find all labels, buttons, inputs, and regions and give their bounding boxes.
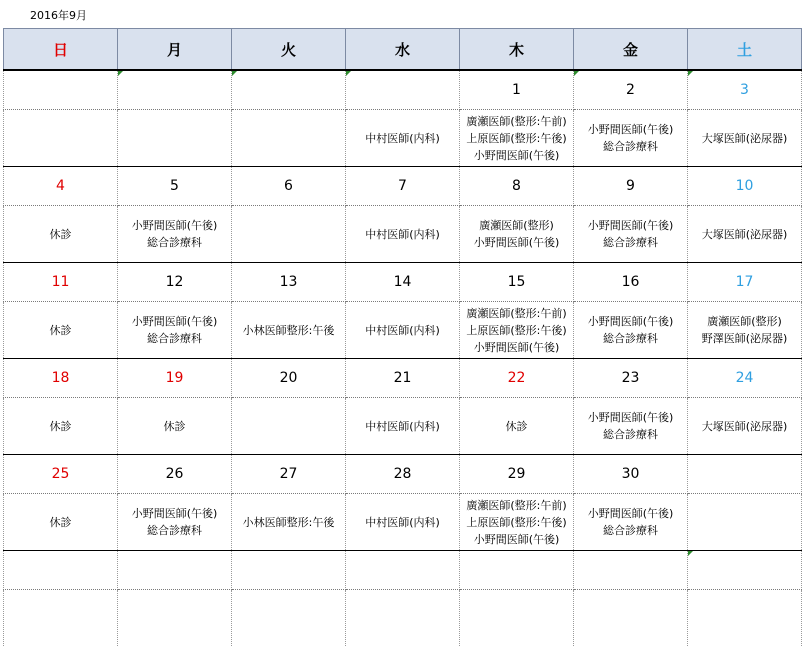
schedule-cell[interactable] [346,110,460,167]
date-cell[interactable] [118,359,232,398]
date-cell[interactable] [232,359,346,398]
date-number: 8 [512,178,521,194]
schedule-entry: 総合診療科 [603,428,658,441]
weekday-tuesday: 火 [232,29,346,71]
date-cell[interactable] [460,263,574,302]
comment-indicator-icon [346,71,351,76]
empty-cell[interactable] [232,590,346,647]
week-date-row [4,359,802,398]
schedule-cell[interactable] [232,206,346,263]
week-info-row [4,398,802,455]
comment-indicator-icon [232,71,237,76]
week-date-row [4,263,802,302]
week-info-row [4,206,802,263]
schedule-entry: 野澤医師(泌尿器) [701,332,788,345]
schedule-entry: 大塚医師(泌尿器) [701,227,788,241]
schedule-cell[interactable] [574,494,688,551]
schedule-cell[interactable] [118,206,232,263]
schedule-entry: 休診 [49,323,72,337]
schedule-cell[interactable] [346,302,460,359]
date-cell[interactable] [4,167,118,206]
schedule-cell[interactable] [4,302,118,359]
date-cell[interactable] [460,70,574,110]
week-date-row [4,455,802,494]
schedule-cell[interactable] [574,398,688,455]
date-number: 18 [51,370,70,386]
date-number: 21 [393,370,412,386]
schedule-entry: 小野間医師(午後) [587,507,674,520]
empty-date-row [4,551,802,590]
schedule-entry: 休診 [49,227,72,241]
date-number: 25 [51,466,70,482]
schedule-entry: 小野間医師(午後) [131,507,218,520]
date-number: 24 [735,370,754,386]
schedule-entry: 上原医師(整形:午後) [466,515,567,529]
empty-cell[interactable] [232,551,346,590]
schedule-cell[interactable] [118,302,232,359]
schedule-entry: 大塚医師(泌尿器) [701,131,788,145]
date-number: 28 [393,466,412,482]
weekday-sunday: 日 [4,29,118,71]
schedule-cell[interactable] [688,302,802,359]
date-cell[interactable] [574,263,688,302]
date-number: 19 [165,370,184,386]
schedule-entry: 上原医師(整形:午後) [466,131,567,145]
date-cell[interactable] [460,455,574,494]
schedule-entry: 総合診療科 [603,236,658,249]
date-number: 22 [507,370,526,386]
schedule-cell[interactable] [574,302,688,359]
date-cell[interactable] [688,167,802,206]
schedule-cell[interactable] [688,110,802,167]
date-number: 16 [621,274,640,290]
comment-indicator-icon [574,71,579,76]
schedule-entry: 小林医師整形:午後 [242,515,335,529]
calendar-table [3,28,802,646]
schedule-cell[interactable] [460,206,574,263]
date-cell[interactable] [460,167,574,206]
schedule-entry: 中村医師(内科) [365,515,440,529]
schedule-entry: 小野間医師(午後) [473,340,560,354]
date-number: 15 [507,274,526,290]
date-number: 27 [279,466,298,482]
schedule-entry: 総合診療科 [603,524,658,537]
weekday-header-row [4,29,802,71]
schedule-entry: 休診 [49,515,72,529]
schedule-entry: 中村医師(内科) [365,323,440,337]
schedule-entry: 中村医師(内科) [365,419,440,433]
schedule-entry: 小野間医師(午後) [131,315,218,328]
schedule-cell[interactable] [574,110,688,167]
schedule-cell[interactable] [688,206,802,263]
schedule-cell[interactable] [460,494,574,551]
date-cell[interactable] [346,70,460,110]
date-number: 4 [56,178,65,194]
date-cell[interactable] [688,359,802,398]
weekday-friday: 金 [574,29,688,71]
week-date-row [4,70,802,110]
schedule-cell[interactable] [346,206,460,263]
empty-cell[interactable] [346,590,460,647]
schedule-cell[interactable] [118,398,232,455]
date-number: 23 [621,370,640,386]
schedule-cell[interactable] [460,110,574,167]
date-cell[interactable] [346,455,460,494]
comment-indicator-icon [118,71,123,76]
date-number: 1 [512,82,521,98]
date-number: 20 [279,370,298,386]
schedule-entry: 小野間医師(午後) [587,315,674,328]
date-number: 7 [398,178,407,194]
schedule-entry: 小野間医師(午後) [587,123,674,136]
empty-cell[interactable] [346,551,460,590]
date-cell[interactable] [4,455,118,494]
empty-cell[interactable] [4,590,118,647]
schedule-cell[interactable] [4,494,118,551]
date-cell[interactable] [574,455,688,494]
empty-cell[interactable] [460,590,574,647]
schedule-entry: 小林医師整形:午後 [242,323,335,337]
date-number: 5 [170,178,179,194]
week-info-row [4,302,802,359]
date-number: 17 [735,274,754,290]
date-cell[interactable] [4,70,118,110]
schedule-cell[interactable] [688,494,802,551]
date-cell[interactable] [460,359,574,398]
empty-cell[interactable] [574,590,688,647]
date-number: 14 [393,274,412,290]
schedule-entry: 総合診療科 [603,332,658,345]
date-number: 26 [165,466,184,482]
date-cell[interactable] [232,167,346,206]
date-cell[interactable] [574,167,688,206]
schedule-entry: 上原医師(整形:午後) [466,323,567,337]
schedule-entry: 総合診療科 [603,140,658,153]
weekday-thursday: 木 [460,29,574,71]
schedule-entry: 廣瀬医師(整形:午前) [466,498,567,512]
empty-cell[interactable] [118,551,232,590]
date-cell[interactable] [688,455,802,494]
schedule-entry: 廣瀬医師(整形:午前) [466,114,567,128]
date-number: 10 [735,178,754,194]
schedule-cell[interactable] [4,398,118,455]
date-number: 29 [507,466,526,482]
comment-indicator-icon [688,71,693,76]
schedule-entry: 小野間医師(午後) [587,219,674,232]
schedule-entry: 総合診療科 [147,236,202,249]
sheet-title: 2016年9月 [30,9,87,22]
schedule-entry: 廣瀬医師(整形:午前) [466,306,567,320]
schedule-cell[interactable] [4,206,118,263]
date-cell[interactable] [4,263,118,302]
empty-cell[interactable] [4,551,118,590]
schedule-cell[interactable] [232,110,346,167]
schedule-entry: 廣瀬医師(整形) [707,315,782,328]
weekday-saturday: 土 [688,29,802,71]
schedule-entry: 総合診療科 [147,524,202,537]
week-info-row [4,494,802,551]
schedule-entry: 小野間医師(午後) [587,411,674,424]
schedule-entry: 休診 [163,419,186,433]
schedule-cell[interactable] [346,494,460,551]
date-cell[interactable] [4,359,118,398]
empty-cell[interactable] [574,551,688,590]
schedule-entry: 廣瀬医師(整形) [479,219,554,232]
empty-info-row [4,590,802,647]
date-cell[interactable] [346,167,460,206]
date-cell[interactable] [232,263,346,302]
comment-indicator-icon [688,551,693,556]
schedule-entry: 小野間医師(午後) [473,532,560,546]
empty-cell[interactable] [688,551,802,590]
date-number: 11 [51,274,70,290]
schedule-entry: 小野間医師(午後) [473,148,560,162]
date-cell[interactable] [688,263,802,302]
schedule-entry: 休診 [49,419,72,433]
schedule-cell[interactable] [460,302,574,359]
schedule-cell[interactable] [232,494,346,551]
date-number: 12 [165,274,184,290]
date-cell[interactable] [118,263,232,302]
date-number: 9 [626,178,635,194]
weekday-monday: 月 [118,29,232,71]
schedule-cell[interactable] [574,206,688,263]
date-cell[interactable] [118,167,232,206]
date-cell[interactable] [346,263,460,302]
date-cell[interactable] [574,359,688,398]
date-number: 6 [284,178,293,194]
schedule-entry: 中村医師(内科) [365,131,440,145]
date-number: 2 [626,82,635,98]
schedule-entry: 総合診療科 [147,332,202,345]
schedule-cell[interactable] [346,398,460,455]
date-cell[interactable] [688,70,802,110]
schedule-entry: 小野間医師(午後) [473,236,560,249]
date-cell[interactable] [118,70,232,110]
schedule-entry: 大塚医師(泌尿器) [701,419,788,433]
schedule-entry: 小野間医師(午後) [131,219,218,232]
schedule-cell[interactable] [232,398,346,455]
date-number: 13 [279,274,298,290]
date-cell[interactable] [232,455,346,494]
empty-cell[interactable] [118,590,232,647]
schedule-cell[interactable] [4,110,118,167]
schedule-entry: 中村医師(内科) [365,227,440,241]
empty-cell[interactable] [688,590,802,647]
date-cell[interactable] [346,359,460,398]
date-number: 3 [740,82,749,98]
schedule-entry: 休診 [505,419,528,433]
date-number: 30 [621,466,640,482]
empty-cell[interactable] [460,551,574,590]
week-info-row [4,110,802,167]
schedule-cell[interactable] [688,398,802,455]
schedule-cell[interactable] [460,398,574,455]
date-cell[interactable] [574,70,688,110]
date-cell[interactable] [118,455,232,494]
schedule-cell[interactable] [232,302,346,359]
schedule-cell[interactable] [118,494,232,551]
week-date-row [4,167,802,206]
weekday-wednesday: 水 [346,29,460,71]
date-cell[interactable] [232,70,346,110]
schedule-cell[interactable] [118,110,232,167]
